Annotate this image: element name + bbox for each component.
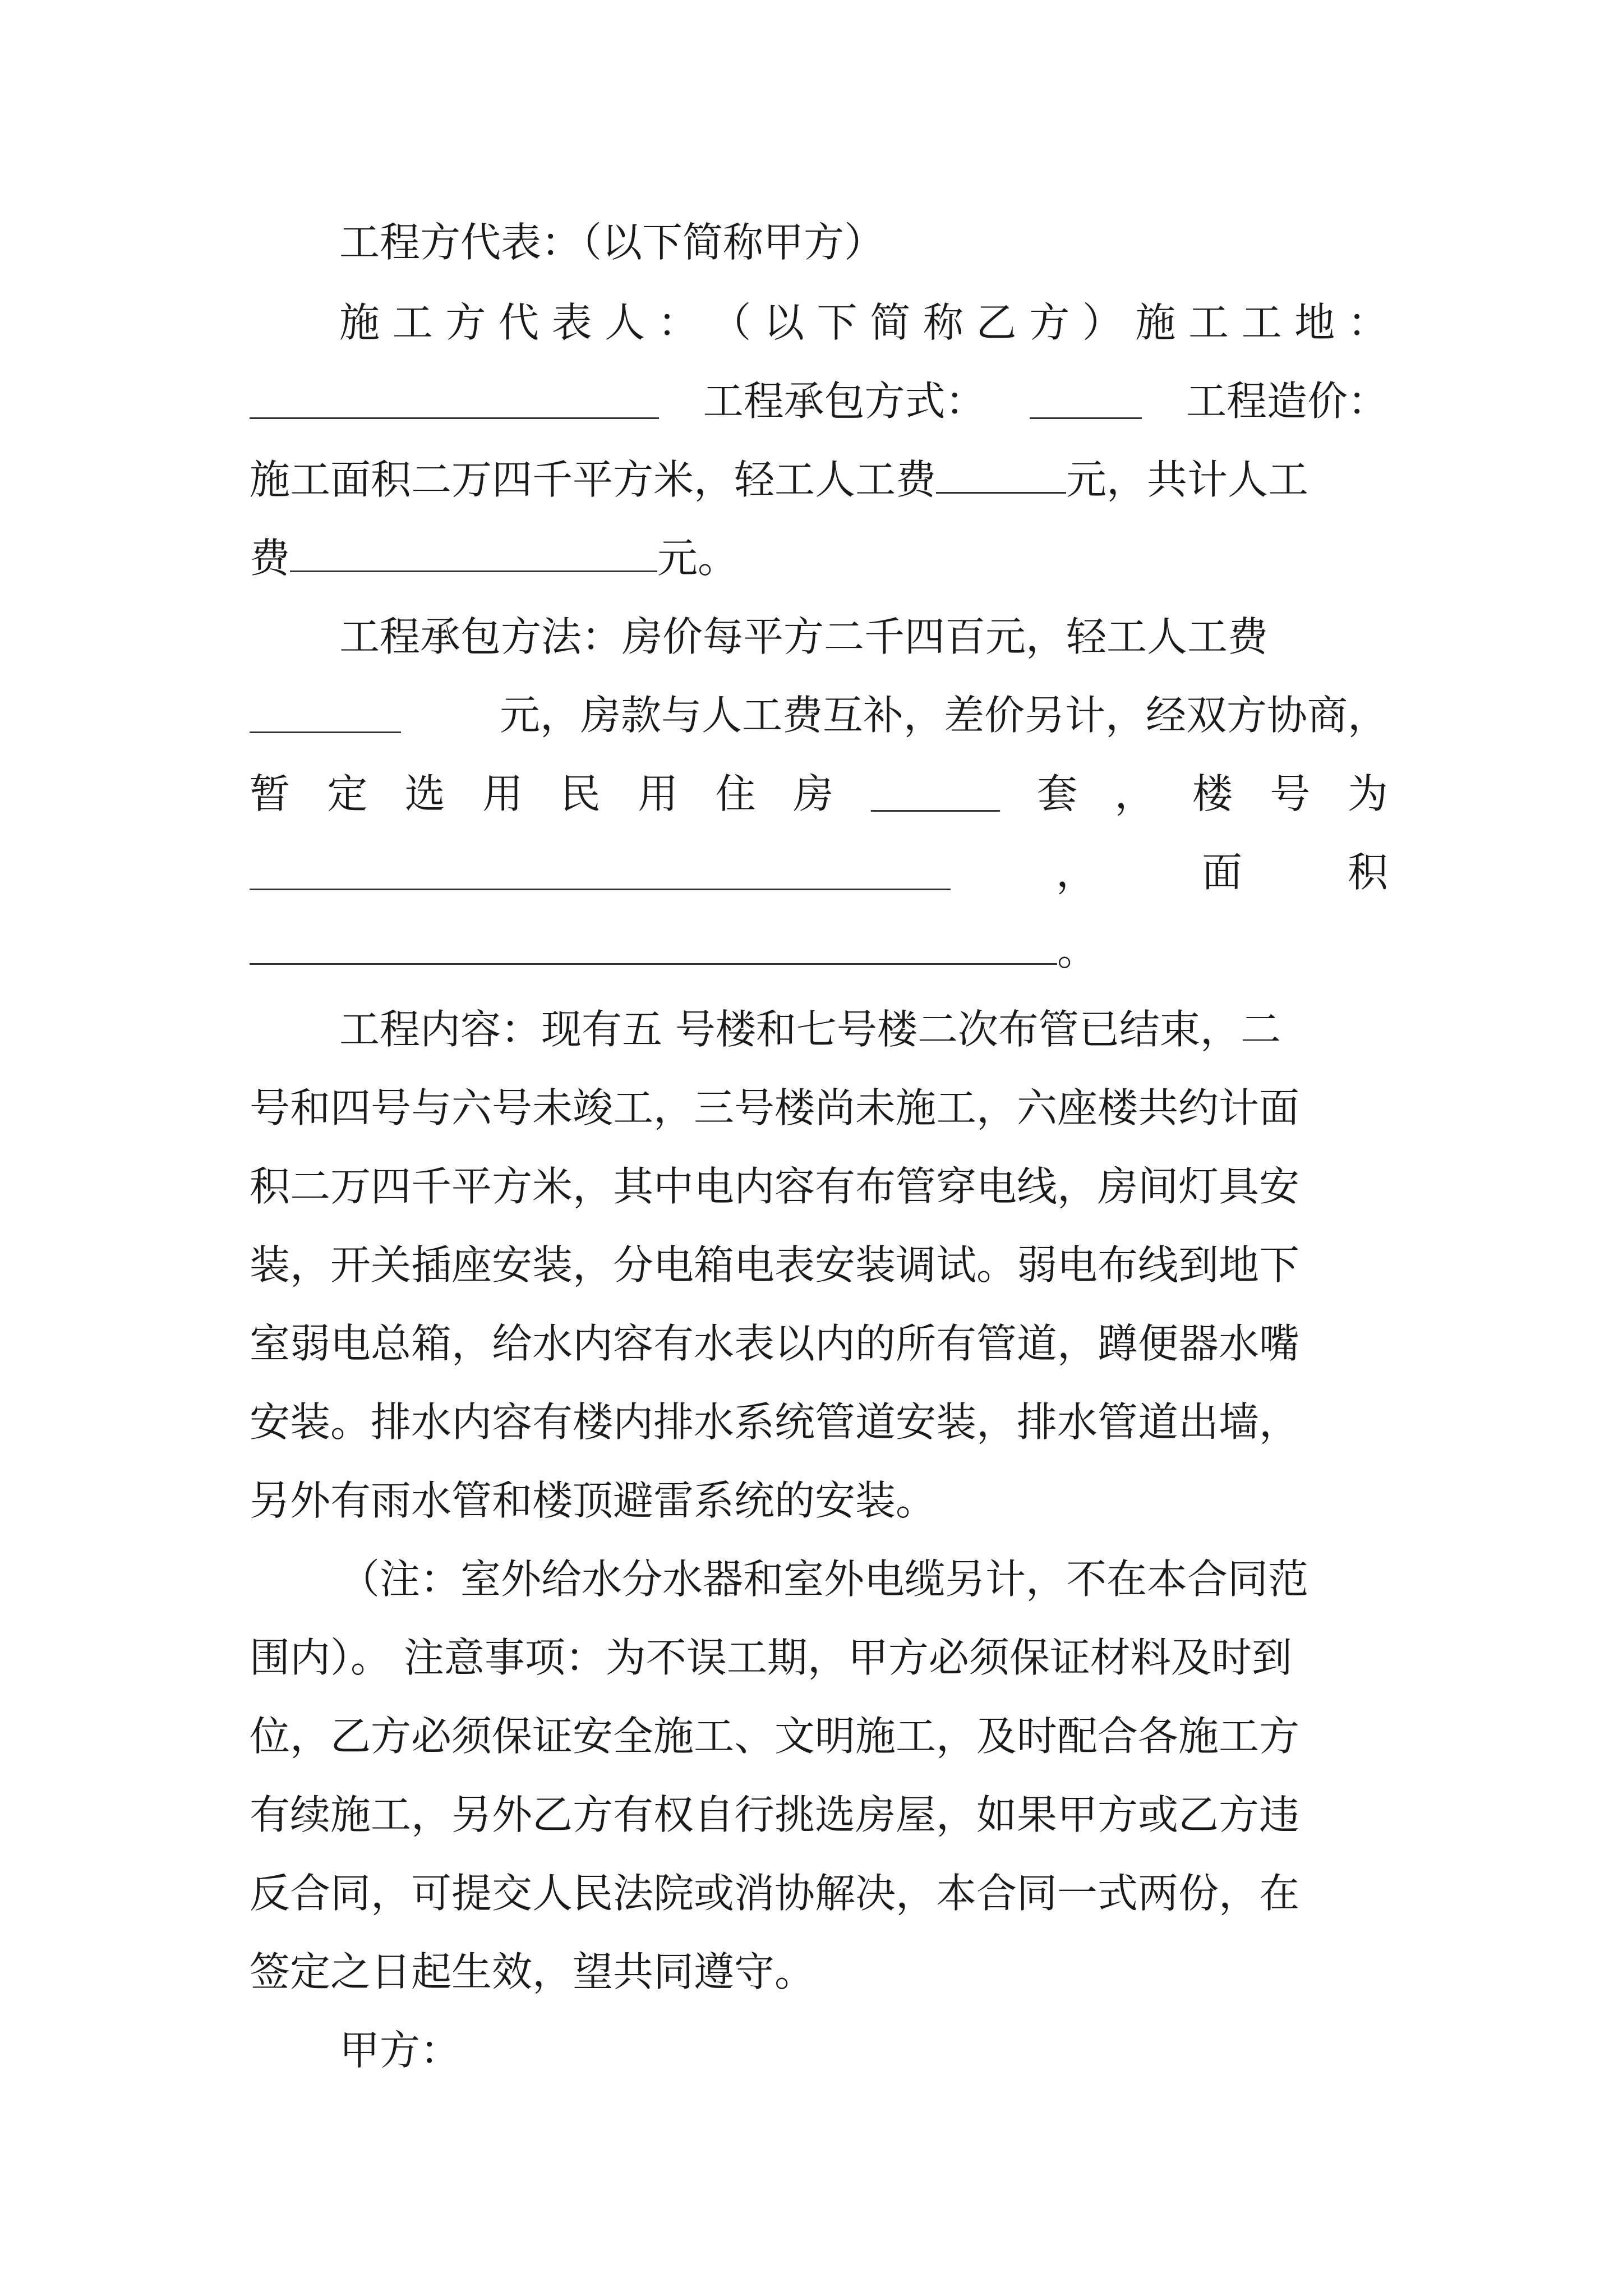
party-b-representative-line xyxy=(339,283,1388,362)
building-number-blank-field[interactable] xyxy=(250,855,951,890)
char: 面 xyxy=(1201,849,1242,896)
contract-method-line xyxy=(250,362,1388,440)
party-a-representative-text: 工程方代表：（以下简称甲方） xyxy=(339,219,885,266)
char: 以 xyxy=(764,299,805,346)
char: 下 xyxy=(817,299,857,346)
party-a-label: 甲方： xyxy=(339,2027,461,2074)
char: ： xyxy=(657,299,698,346)
char: 方 xyxy=(1029,299,1070,346)
char: ： xyxy=(1347,299,1388,346)
char: 号 xyxy=(1270,770,1311,817)
project-content-text: 工程内容：现有五 号楼和七号楼二次布管已结束，二 xyxy=(339,1006,1281,1053)
area-line xyxy=(250,912,1388,990)
char: 工 xyxy=(1188,299,1229,346)
contract-method-label: 工程承包方式： xyxy=(703,378,986,425)
area-labor-fee-text: 施工面积二万四千平方米，轻工人工费 xyxy=(250,456,937,503)
contract-approach-text: 工程承包方法：房价每平方二千四百元，轻工人工费 xyxy=(339,613,1269,660)
char: 为 xyxy=(1347,770,1388,817)
contract-approach-line xyxy=(339,597,1388,676)
area-labor-fee-line xyxy=(250,440,1388,519)
note-line-5 xyxy=(250,1854,1388,1932)
char: 工 xyxy=(392,299,433,346)
char: ） xyxy=(1082,299,1123,346)
project-cost-label: 工程造价： xyxy=(1186,378,1388,425)
party-a-signature-line xyxy=(339,2011,1388,2090)
project-content-line-6 xyxy=(250,1383,1388,1461)
note-text: 位，乙方必须保证安全施工、文明施工，及时配合各施工方 xyxy=(250,1713,1300,1760)
char: 地 xyxy=(1294,299,1335,346)
note-line-2 xyxy=(250,1618,1388,1697)
char: 房 xyxy=(793,770,834,817)
char: ， xyxy=(1055,849,1096,896)
char: 暂 xyxy=(250,770,291,817)
contract-method-blank-field[interactable] xyxy=(1030,384,1142,419)
note-line-1 xyxy=(339,1540,1388,1618)
project-content-text: 号和四号与六号未竣工，三号楼尚未施工，六座楼共约计面 xyxy=(250,1084,1300,1131)
char: ， xyxy=(1114,770,1155,817)
char: 定 xyxy=(327,770,368,817)
project-content-text: 装，开关插座安装，分电箱电表安装调试。弱电布线到地下 xyxy=(250,1241,1300,1289)
total-fee-line xyxy=(250,519,1388,597)
char: 用 xyxy=(482,770,523,817)
project-content-line-3 xyxy=(250,1147,1388,1226)
project-content-line-1 xyxy=(339,990,1388,1069)
project-content-line-2 xyxy=(250,1069,1388,1147)
project-content-line-4 xyxy=(250,1226,1388,1304)
note-line-4 xyxy=(250,1775,1388,1854)
light-labor-fee-blank-field[interactable] xyxy=(250,698,401,733)
housing-count-blank-field[interactable] xyxy=(871,776,1000,812)
char: 简 xyxy=(870,299,911,346)
char: （ xyxy=(711,299,751,346)
char: 代 xyxy=(498,299,539,346)
char: 施 xyxy=(1135,299,1176,346)
char: 积 xyxy=(1347,849,1388,896)
total-labor-text: 元，共计人工 xyxy=(1066,456,1309,503)
project-content-text: 积二万四千平方米，其中电内容有布管穿电线，房间灯具安 xyxy=(250,1163,1300,1210)
char: 住 xyxy=(715,770,756,817)
note-line-3 xyxy=(250,1697,1388,1775)
period-text: 。 xyxy=(1057,927,1098,974)
project-content-line-7 xyxy=(250,1461,1388,1540)
project-content-text: 另外有雨水管和楼顶避雷系统的安装。 xyxy=(250,1477,937,1524)
project-content-text: 安装。排水内容有楼内排水系统管道安装，排水管道出墙， xyxy=(250,1398,1300,1446)
char: 人 xyxy=(605,299,645,346)
note-text: （注：室外给水分水器和室外电缆另计，不在本合同范 xyxy=(339,1556,1309,1603)
offset-line xyxy=(250,676,1388,754)
project-content-line-5 xyxy=(250,1304,1388,1383)
char: 楼 xyxy=(1192,770,1233,817)
note-text: 有续施工，另外乙方有权自行挑选房屋，如果甲方或乙方违 xyxy=(250,1791,1300,1838)
char: 表 xyxy=(551,299,592,346)
labor-fee-blank-field[interactable] xyxy=(936,458,1066,494)
char: 用 xyxy=(638,770,679,817)
offset-text: 元，房款与人工费互补，差价另计，经双方协商， xyxy=(499,692,1388,739)
note-text: 签定之日起生效，望共同遵守。 xyxy=(250,1948,815,1995)
note-line-6 xyxy=(250,1932,1388,2011)
party-a-representative-line xyxy=(339,203,1388,282)
note-text: 反合同，可提交人民法院或消协解决，本合同一式两份，在 xyxy=(250,1870,1300,1917)
fee-text: 费 xyxy=(250,535,291,582)
site-blank-field[interactable] xyxy=(250,384,659,419)
project-content-text: 室弱电总箱，给水内容有水表以内的所有管道，蹲便器水嘴 xyxy=(250,1320,1300,1367)
note-text: 围内）。 注意事项：为不误工期，甲方必须保证材料及时到 xyxy=(250,1634,1292,1681)
char: 乙 xyxy=(976,299,1017,346)
total-labor-fee-blank-field[interactable] xyxy=(290,537,657,572)
building-number-line xyxy=(250,833,1388,912)
area-blank-field[interactable] xyxy=(250,930,1057,965)
char: 民 xyxy=(560,770,601,817)
char: 称 xyxy=(923,299,963,346)
housing-selection-line xyxy=(250,754,1388,833)
char: 工 xyxy=(1241,299,1282,346)
char: 施 xyxy=(339,299,380,346)
char: 方 xyxy=(445,299,486,346)
char: 选 xyxy=(404,770,445,817)
yuan-text: 元。 xyxy=(657,535,739,582)
char: 套 xyxy=(1037,770,1078,817)
